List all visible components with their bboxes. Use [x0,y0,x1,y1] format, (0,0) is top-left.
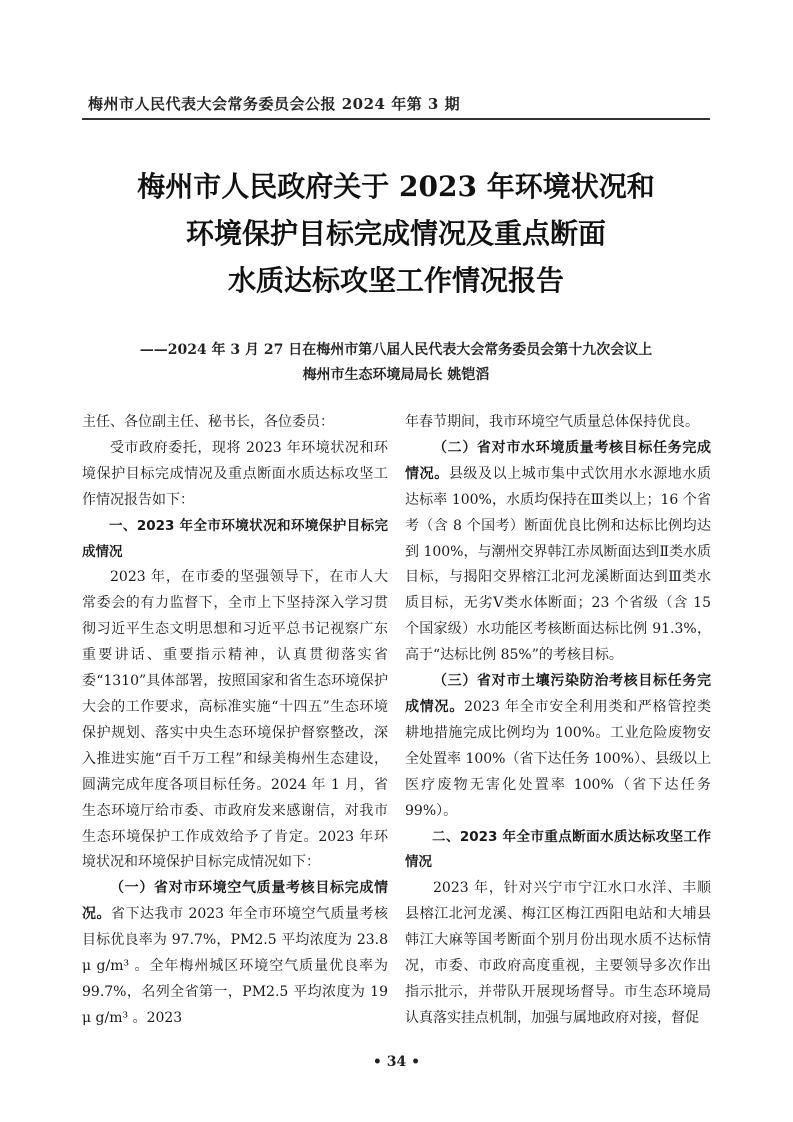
title-line-1: 梅州市人民政府关于 2023 年环境状况和 [137,170,655,203]
air-quality-heading: （一）省对市环境空气质量考核目标完成情况。 [82,880,388,923]
soil-body: 2023 年全市安全利用类和严格管控类耕地措施完成比例均为 100%。工业危险废物安全处置率 100%（省下达任务 100%）、县级以上医疗废物无害化处置率 100%（省下达任务 99%）。 [405,698,711,819]
running-header: 梅州市人民代表大会常务委员会公报 2024 年第 3 期 [88,95,461,113]
report-title [82,163,710,304]
section-1-paragraph: 2023 年，在市委的坚强领导下，在市人大常委会的有力监督下，全市上下坚持深入学习贯彻习近平生态文明思想和习近平总书记视察广东重要讲话、重要指示精神，认真贯彻落实省委“1310”具体部署，按照国家和省生态环境保护大会的工作要求，高标准实施“十四五”生态环境保护规划、落实中央生态环境保护督察整改，深入推进实施“百千万工程”和绿美梅州生态建设，圆满完成年度各项目标任务。2024 年 1 月，省生态环境厅给市委、市政府发来感谢信，对我市生态环境保护工作成效给予了肯定。2023 年环境状况和环境保护目标完成情况如下： [82,569,388,871]
speaker-line: 梅州市生态环境局局长 姚铠滔 [302,367,490,383]
header-divider [82,118,710,120]
water-quality-paragraph [405,436,711,669]
intro-paragraph: 受市政府委托，现将 2023 年环境状况和环境保护目标完成情况及重点断面水质达标攻坚工作情况报告如下： [82,439,388,508]
air-quality-body: 省下达我市 2023 年全市环境空气质量考核目标优良率为 97.7%，PM2.5 平均浓度为 23.8 μ g/m³ 。全年梅州城区环境空气质量优良率为 99.7%，名列全省第一，PM2.5 平均浓度为 19 μ g/m³ 。2023 [82,906,389,1026]
meeting-line: ——2024 年 3 月 27 日在梅州市第八届人民代表大会常务委员会第十九次会议上 [139,342,653,358]
title-line-3: 水质达标攻坚工作情况报告 [227,264,564,297]
report-subtitle [82,338,710,388]
right-column [405,410,711,1032]
section-2-paragraph: 2023 年，针对兴宁市宁江水口水洋、丰顺县榕江北河龙溪、梅江区梅江西阳电站和大埔县韩江大麻等国考断面个别月份出现水质不达标情况，市委、市政府高度重视，主要领导多次作出指示批示，并带队开展现场督导。市生态环境局认真落实挂点机制，加强与属地政府对接，督促 [405,880,711,1026]
water-quality-body: 县级及以上城市集中式饮用水水源地水质达标率 100%，水质均保持在Ⅲ类以上；16 个省考（含 8 个国考）断面优良比例和达标比例均达到 100%，与潮州交界韩江赤凤断面达到Ⅱ类水质目标，与揭阳交界榕江北河龙溪断面达到Ⅲ类水质目标，无劣Ⅴ类水体断面；23 个省级（含 15 个国家级）水功能区考核断面达标比例 91.3%，高于“达标比例 85%”的考核目标。 [405,465,712,664]
air-quality-paragraph [82,876,388,1031]
section-2-heading: 二、2023 年全市重点断面水质达标攻坚工作情况 [405,828,711,871]
left-column [82,410,388,1032]
soil-heading: （三）省对市土壤污染防治考核目标任务完成情况。 [405,673,711,715]
salutation: 主任、各位副主任、秘书长，各位委员： [82,414,334,430]
water-quality-heading: （二）省对市水环境质量考核目标任务完成情况。 [405,439,711,482]
air-quality-continued: 年春节期间，我市环境空气质量总体保持优良。 [405,414,699,430]
page-number: • 34 • [372,1054,421,1070]
section-1-heading: 一、2023 年全市环境状况和环境保护目标完成情况 [82,517,388,560]
title-line-2: 环境保护目标完成情况及重点断面 [185,217,606,250]
soil-paragraph [405,669,711,824]
